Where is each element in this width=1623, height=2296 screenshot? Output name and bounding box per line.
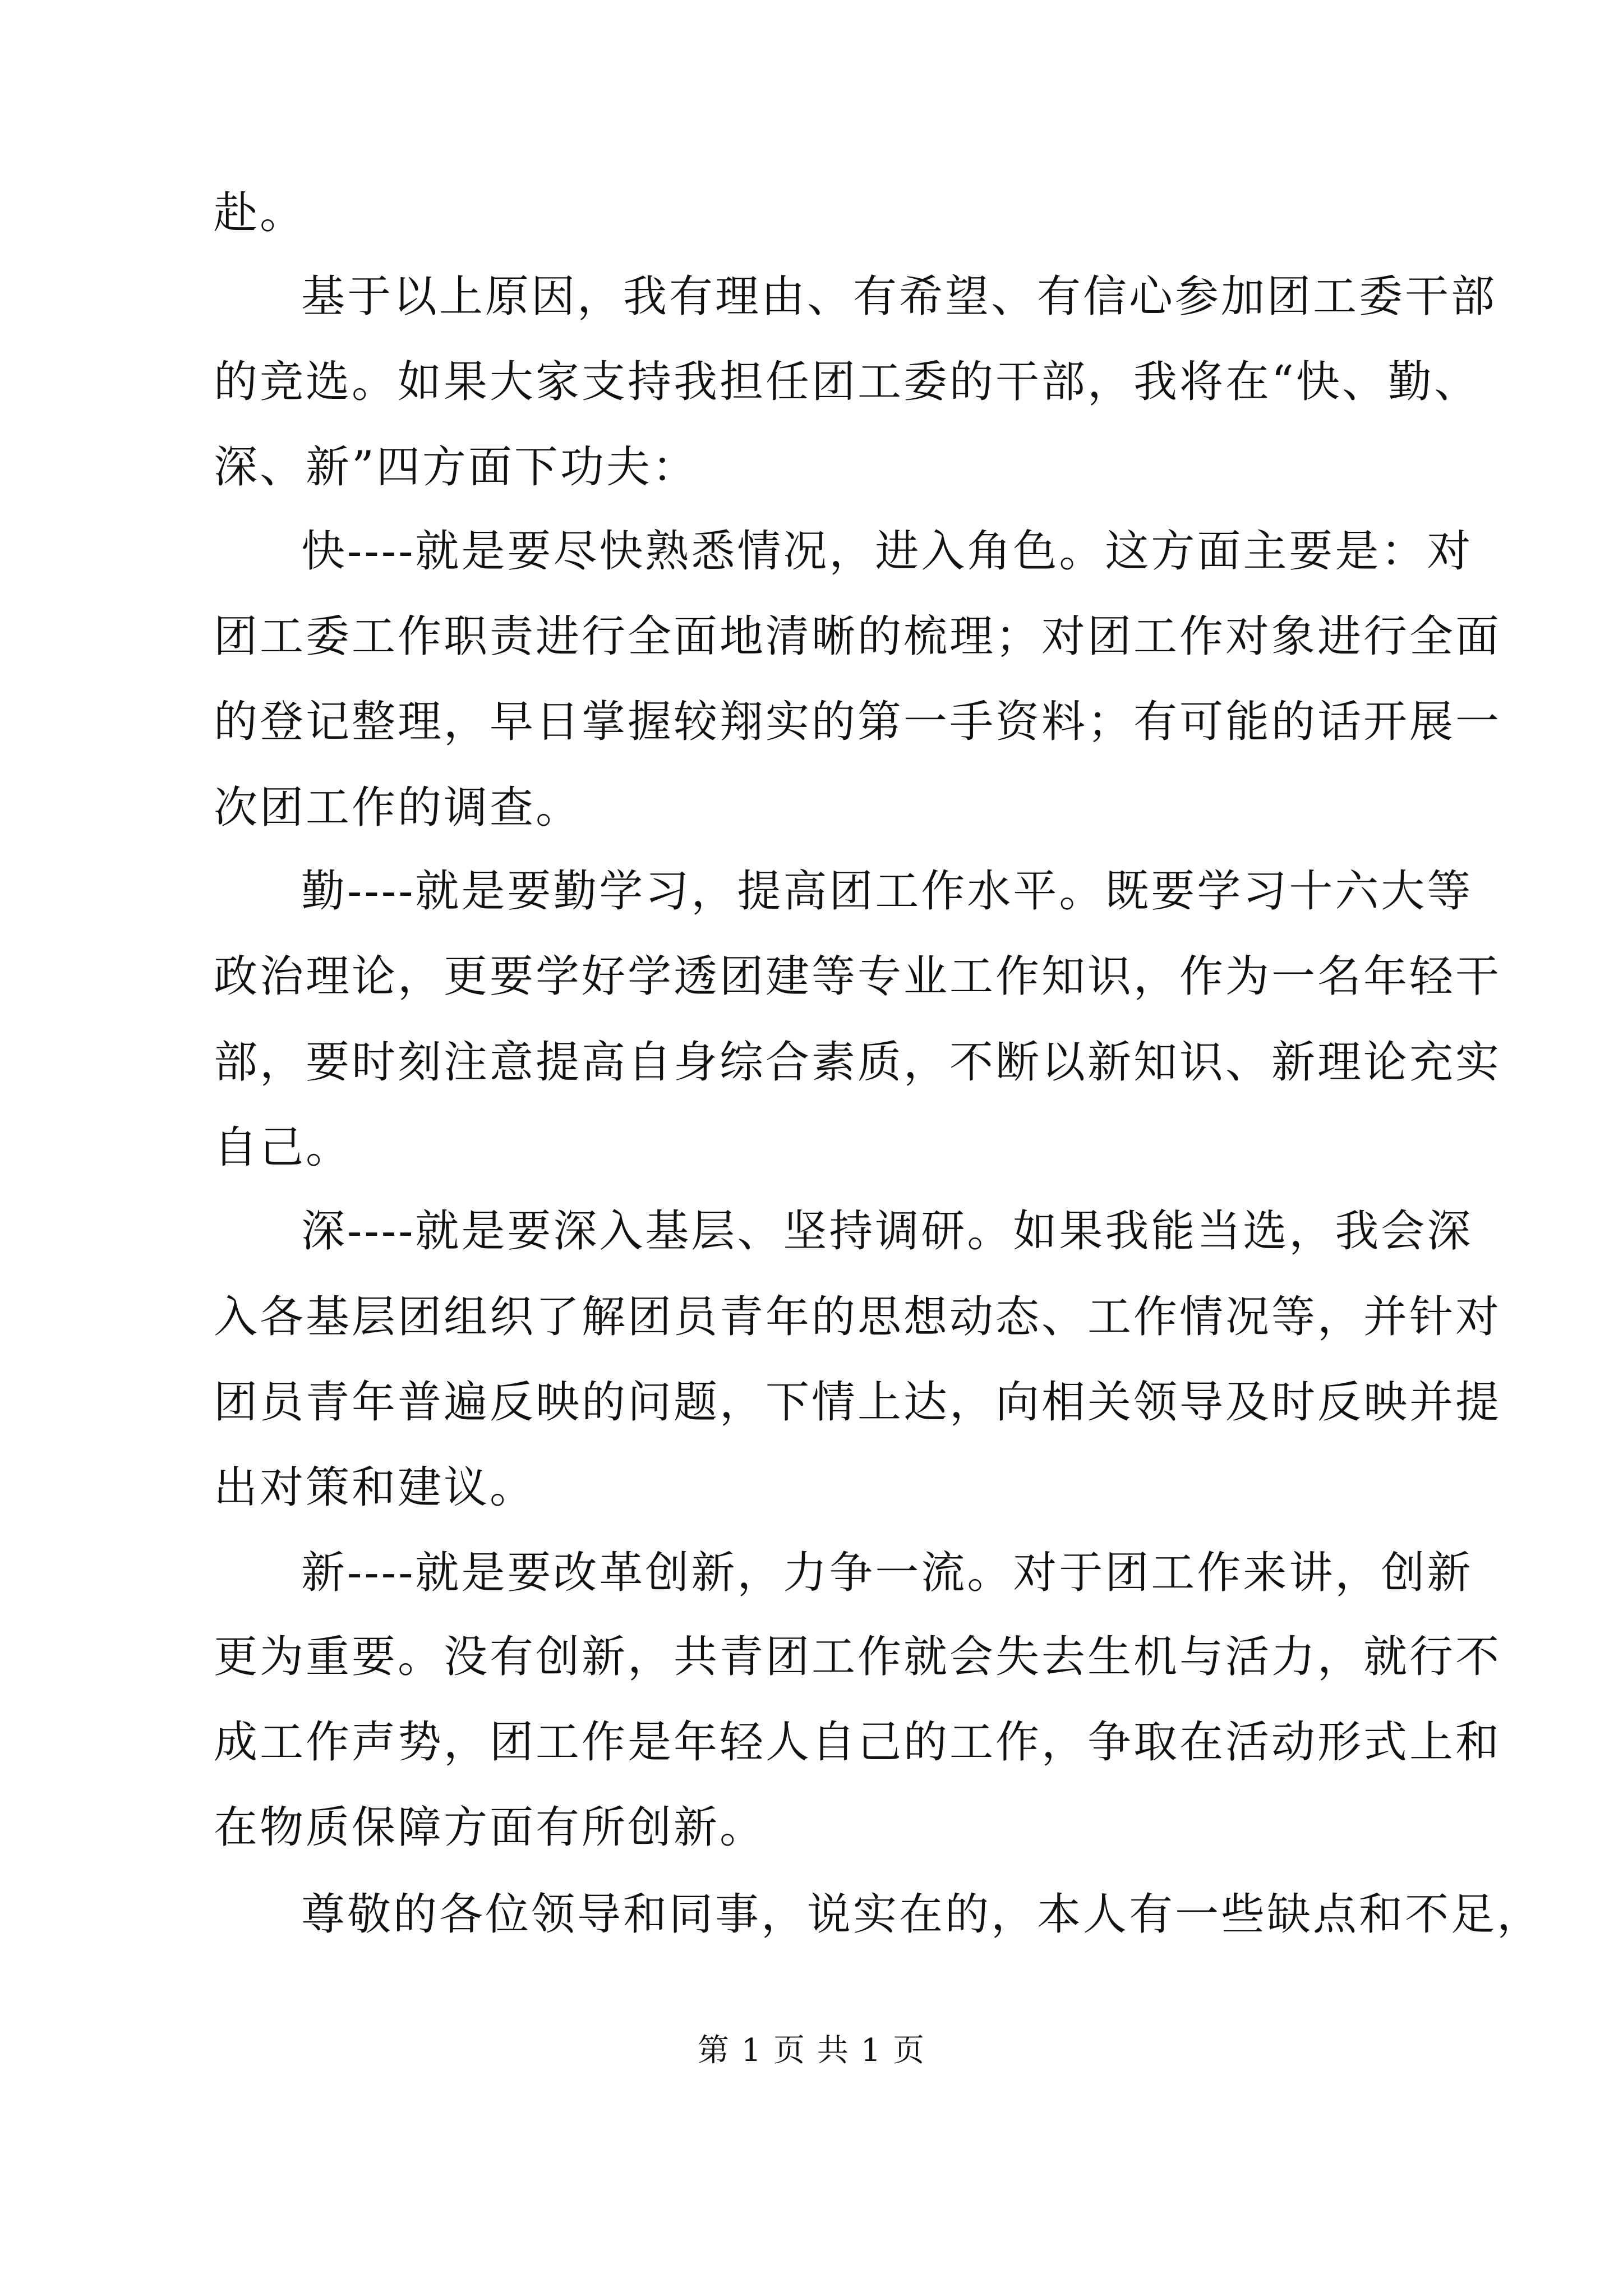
text-line: 政治理论，更要学好学透团建等专业工作知识，作为一名年轻干	[214, 951, 1502, 1002]
text-line: 部，要时刻注意提高自身综合素质，不断以新知识、新理论充实	[214, 1037, 1502, 1088]
page-number-footer: 第 1 页 共 1 页	[697, 2032, 926, 2069]
paragraph-first-line: 新----就是要改革创新，力争一流。对于团工作来讲，创新	[301, 1548, 1473, 1598]
text-line: 次团工作的调查。	[214, 783, 582, 833]
text-line: 深、新”四方面下功夫：	[214, 442, 698, 493]
text-line: 的竞选。如果大家支持我担任团工委的干部，我将在“快、勤、	[214, 357, 1480, 407]
text-line: 团工委工作职责进行全面地清晰的梳理；对团工作对象进行全面	[214, 611, 1502, 662]
paragraph-first-line: 尊敬的各位领导和同事，说实在的，本人有一些缺点和不足，	[301, 1889, 1543, 1940]
paragraph-first-line: 快----就是要尽快熟悉情况，进入角色。这方面主要是：对	[301, 526, 1473, 577]
text-line: 赴。	[214, 188, 306, 238]
paragraph-first-line: 勤----就是要勤学习，提高团工作水平。既要学习十六大等	[301, 866, 1473, 917]
text-line: 出对策和建议。	[214, 1462, 536, 1513]
text-line: 的登记整理，早日掌握较翔实的第一手资料；有可能的话开展一	[214, 697, 1502, 747]
text-line: 成工作声势，团工作是年轻人自己的工作，争取在活动形式上和	[214, 1717, 1502, 1768]
text-line: 入各基层团组织了解团员青年的思想动态、工作情况等，并针对	[214, 1292, 1502, 1342]
text-line: 团员青年普遍反映的问题，下情上达，向相关领导及时反映并提	[214, 1377, 1502, 1428]
paragraph-first-line: 深----就是要深入基层、坚持调研。如果我能当选，我会深	[301, 1206, 1473, 1257]
paragraph-first-line: 基于以上原因，我有理由、有希望、有信心参加团工委干部	[301, 272, 1497, 322]
text-line: 自己。	[214, 1122, 352, 1173]
text-line: 在物质保障方面有所创新。	[214, 1802, 766, 1853]
text-line: 更为重要。没有创新，共青团工作就会失去生机与活力，就行不	[214, 1632, 1502, 1682]
